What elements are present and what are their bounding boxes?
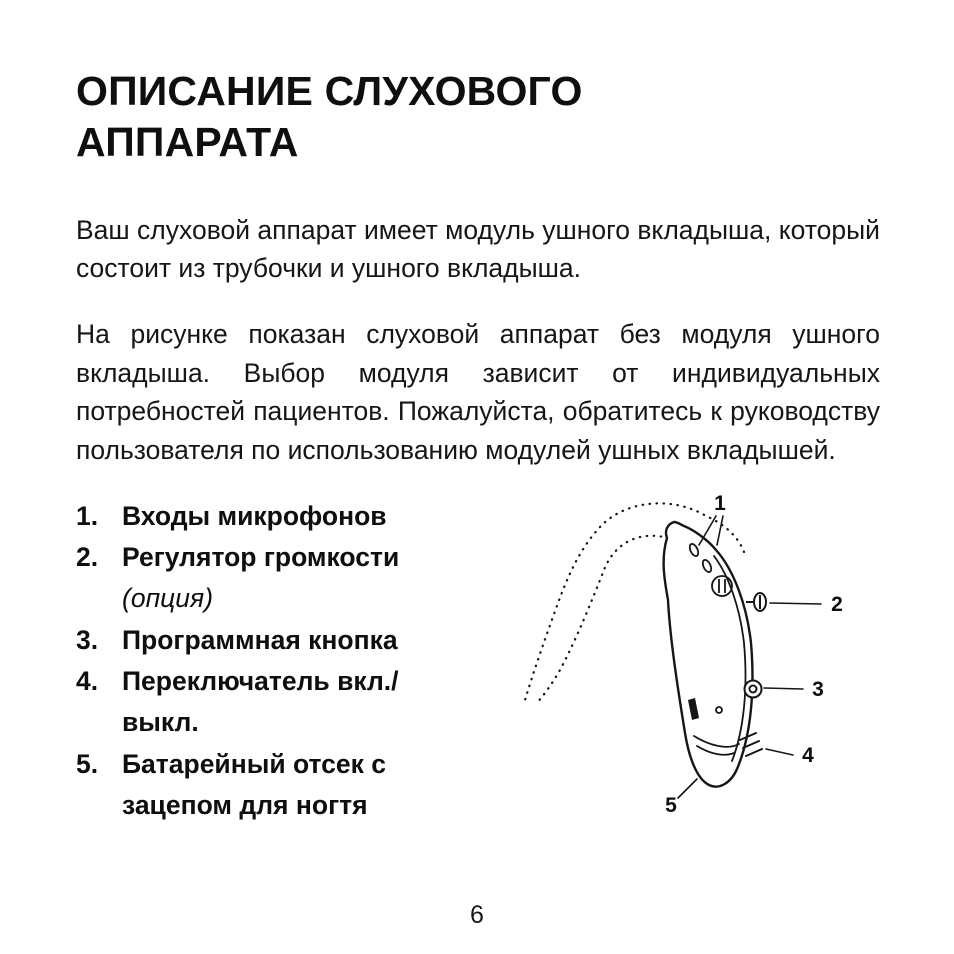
list-item-4-number: 4. [76, 665, 99, 696]
list-item-4 [76, 661, 470, 744]
callout-line-4 [766, 749, 793, 755]
list-item-2-text: Регулятор громкости [122, 541, 400, 572]
page-number: 6 [470, 901, 484, 929]
list-item-1-number: 1. [76, 500, 99, 531]
list-item-3-number: 3. [76, 624, 99, 655]
hearing-aid-illustration [498, 478, 880, 840]
callout-line-2 [770, 603, 821, 604]
body-paragraph-1: Ваш слуховой аппарат имеет модуль ушного вкладыша, который состоит из трубочки и ушного вкладыша. [76, 214, 880, 284]
parts-list [76, 496, 470, 840]
callout-line-5 [678, 779, 697, 798]
list-item-3 [76, 620, 470, 661]
list-item-4-label: Переключатель вкл./выкл. [122, 665, 399, 738]
hearing-aid-figure [470, 478, 880, 840]
list-item-1 [76, 496, 470, 537]
callout-line-3 [764, 688, 803, 689]
callout-line-1b [717, 516, 723, 545]
list-item-5-number: 5. [76, 748, 99, 779]
list-item-1-label: Входы микрофонов [122, 500, 387, 531]
list-item-5 [76, 744, 470, 827]
callout-label-4: 4 [802, 743, 814, 767]
program-button-icon [745, 680, 762, 697]
page-title [76, 66, 880, 169]
list-item-5-label: Батарейный отсек с зацепом для ногтя [122, 748, 387, 820]
list-item-3-label: Программная кнопка [122, 624, 398, 655]
callout-label-3: 3 [812, 677, 824, 701]
list-and-figure-row [76, 491, 880, 840]
callout-label-1: 1 [714, 491, 726, 515]
body-paragraph-2: На рисунке показан слуховой аппарат без модуля ушного вкладыша. Выбор модуля зависит от индивидуальных потребностей пациентов. Пожалуйста, обратитесь к руководству пользователя по использованию модулей ушных вкладышей. [76, 318, 880, 465]
list-item-2-note: (опция) [122, 583, 214, 614]
list-item-2 [76, 537, 470, 620]
callout-label-2: 2 [831, 592, 843, 616]
page-title-line-1: ОПИСАНИЕ СЛУХОВОГО [76, 68, 583, 114]
list-item-2-number: 2. [76, 541, 99, 572]
page-title-line-2: АППАРАТА [76, 119, 299, 166]
list-item-2-label [122, 537, 470, 620]
volume-control-knob-icon [746, 593, 766, 611]
callout-label-5: 5 [665, 793, 677, 817]
